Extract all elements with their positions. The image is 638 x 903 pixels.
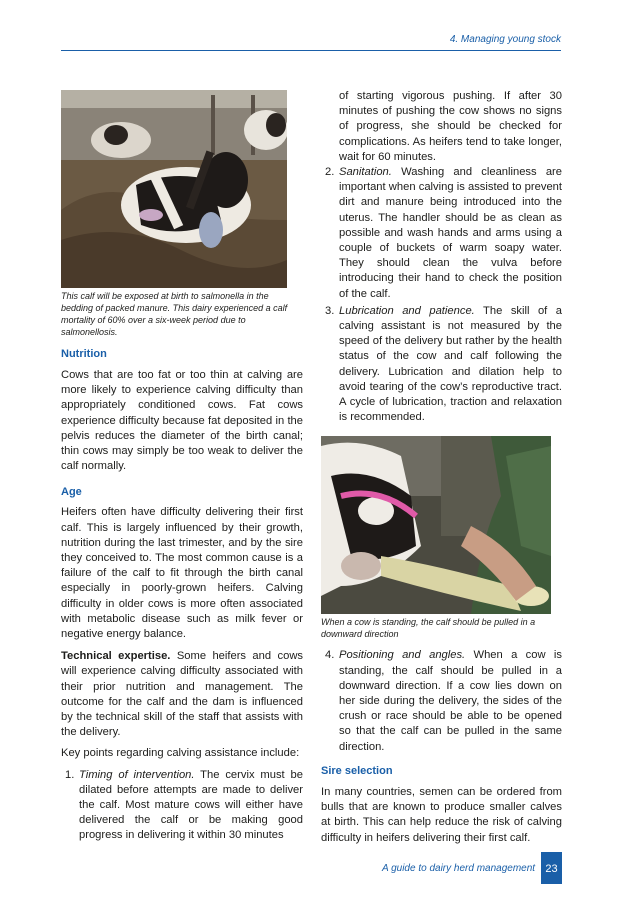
page-number-box xyxy=(541,852,562,884)
list-item-text: of starting vigorous pushing. If after 30 minutes of pushing the cow shows no signs of progress, she should be checked for complications. As heifers tend to take longer, wait for 60 minutes. xyxy=(339,90,562,163)
list-item-lead: Lubrication and patience. xyxy=(339,304,475,317)
header-divider xyxy=(61,50,561,51)
footer-title: A guide to dairy herd management xyxy=(382,863,536,874)
list-number: 1. xyxy=(65,768,75,781)
age-paragraph: Heifers often have difficulty delivering their first calf. This is largely influenced by their growth, nutrition during the last trimester, and by the sire they conceived to. The most common cause is a failure of the calf to fit through the birth canal especially in poorly-grown heifers. Calving difficulty in older cows is more often associated with metabolic disease such as milk fever or negative energy balance. xyxy=(61,506,303,641)
list-item-text: The skill of a calving assistant is not measured by the speed of the delivery but rather by the health status of the cow and calf following the delivery. Lubrication and dilation help to avoid tearing of the cow’s reproductive tract. A cycle of lubrication, traction and relaxation is recommended. xyxy=(339,304,562,424)
list-item-timing xyxy=(61,768,303,844)
list-number: 4. xyxy=(325,649,335,662)
list-number: 2. xyxy=(325,166,335,179)
nutrition-heading: Nutrition xyxy=(61,348,107,360)
section-title: 4. Managing young stock xyxy=(449,34,561,45)
technical-expertise-paragraph xyxy=(61,649,303,740)
list-item-lead: Sanitation. xyxy=(339,166,392,179)
list-item-text: Washing and cleanliness are important when calving is assisted to prevent dirt and manure being introduced into the uterus. The handler should be as clean as possible and wash hands and arms using a couple of buckets of warm soapy water. They should clean the vulva before introducing their hand to check the position of the calf. xyxy=(339,166,562,300)
list-item-lead: Positioning and angles. xyxy=(339,649,466,662)
age-heading: Age xyxy=(61,486,82,499)
photo1-caption: This calf will be exposed at birth to salmonella in the bedding of packed manure. This dairy experienced a calf mortality of 60% over a six-week period due to salmonellosis. xyxy=(61,291,288,337)
cow-lying-photo xyxy=(61,90,287,288)
list-item-timing-continued xyxy=(321,89,562,165)
page-number: 23 xyxy=(545,863,558,875)
technical-expertise-text: Some heifers and cows will experience calving difficulty associated with their prior nutrition and management. The outcome for the calf and the dam is influenced by the technical skill of the staff that assists with the delivery. xyxy=(61,650,303,739)
list-item-text: The cervix must be dilated before attempts are made to deliver the calf. Most mature cows will either have delivered the calf or be making good progress in delivering it within 30 minutes xyxy=(79,768,303,842)
list-item-lead: Timing of intervention. xyxy=(79,768,195,781)
list-item-lubrication xyxy=(321,304,562,426)
list-item-positioning xyxy=(321,648,562,754)
left-column xyxy=(61,90,303,844)
key-points-paragraph: Key points regarding calving assistance include: xyxy=(61,747,300,760)
list-number: 3. xyxy=(325,304,335,317)
list-item-text: When a cow is standing, the calf should be pulled in a downward direction. If a cow lies down on her side during the delivery, the sides of the crush or race should be able to be opened so that the calf can be pulled in the same direction. xyxy=(339,649,562,753)
nutrition-paragraph: Cows that are too fat or too thin at calving are more likely to experience calving difficulty than appropriately conditioned cows. Fat cows experience difficulty because fat deposited in the pelvis reduces the diameter of the birth canal; thin cows may simply be too weak to deliver the calf normally. xyxy=(61,369,303,473)
photo2-caption: When a cow is standing, the calf should be pulled in a downward direction xyxy=(321,617,536,640)
cow-standing-photo xyxy=(321,436,551,614)
sire-selection-heading: Sire selection xyxy=(321,764,393,777)
right-column xyxy=(321,89,562,846)
sire-selection-paragraph: In many countries, semen can be ordered from bulls that are known to produce smaller calves at birth. This can help reduce the risk of calving difficulty in heifers delivering their first calf. xyxy=(321,785,562,844)
running-header xyxy=(61,34,561,50)
technical-expertise-lead: Technical expertise. xyxy=(61,650,171,663)
list-item-sanitation xyxy=(321,165,562,302)
